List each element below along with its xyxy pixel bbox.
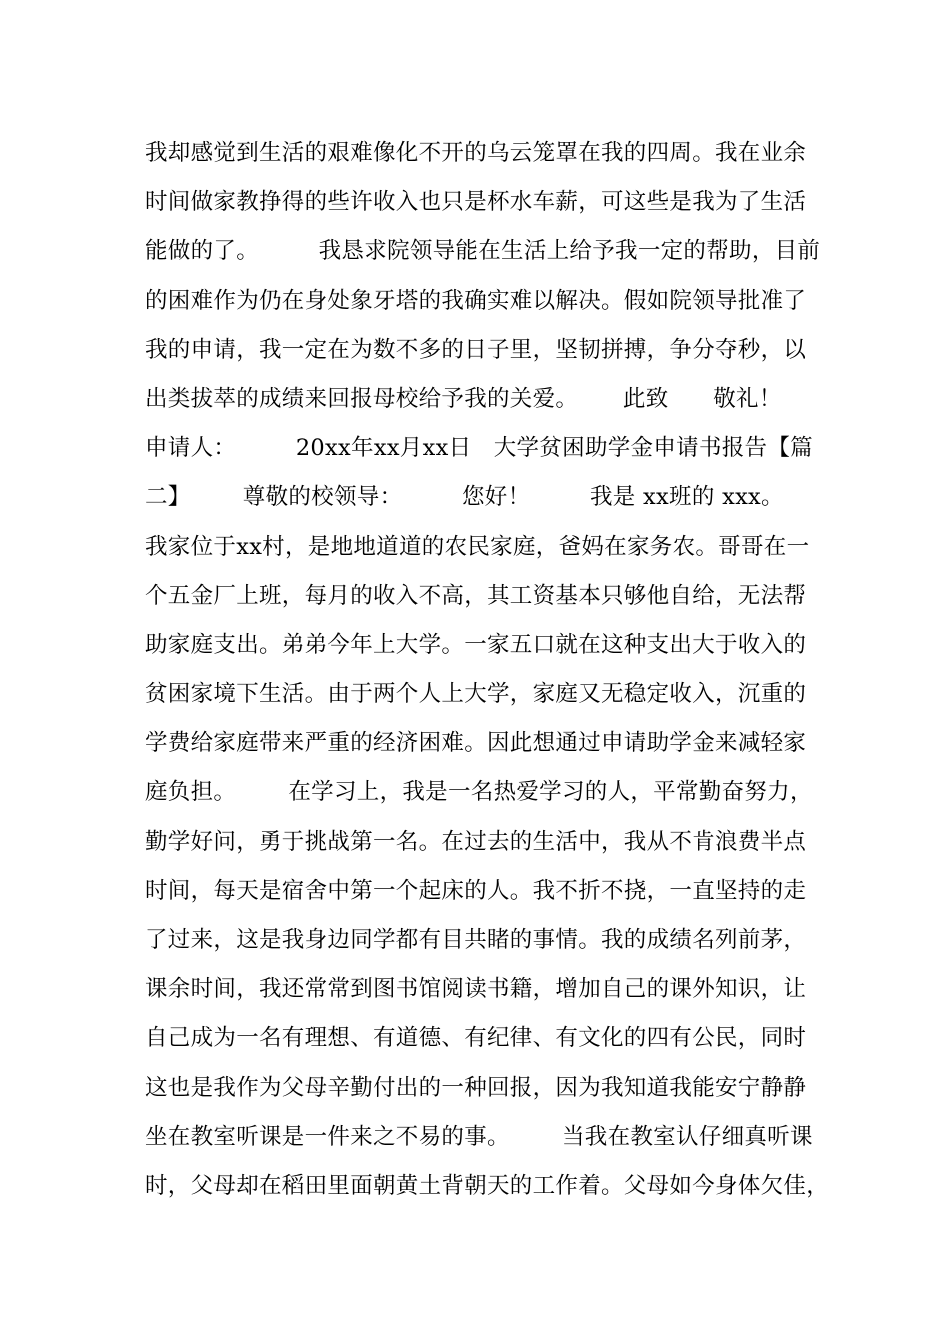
text-line: 这也是我作为父母辛勤付出的一种回报，因为我知道我能安宁静静 bbox=[145, 1074, 807, 1101]
text-line: 我的申请，我一定在为数不多的日子里，坚韧拼搏，争分夺秒，以 bbox=[145, 336, 807, 363]
text-line: 出类拔萃的成绩来回报母校给予我的关爱。 此致 敬礼！ bbox=[145, 385, 782, 412]
text-line: 时间，每天是宿舍中第一个起床的人。我不折不挠，一直坚持的走 bbox=[145, 877, 807, 904]
body-text bbox=[145, 129, 845, 1211]
text-line: 时间做家教挣得的些许收入也只是杯水车薪，可这些是我为了生活 bbox=[145, 189, 807, 216]
text-line: 个五金厂上班，每月的收入不高，其工资基本只够他自给，无法帮 bbox=[145, 582, 807, 609]
text-line: 我却感觉到生活的艰难像化不开的乌云笼罩在我的四周。我在业余 bbox=[145, 140, 807, 166]
text-line: 庭负担。 在学习上，我是一名热爱学习的人，平常勤奋努力， bbox=[145, 779, 813, 806]
text-line: 了过来，这是我身边同学都有目共睹的事情。我的成绩名列前茅， bbox=[145, 927, 807, 953]
text-line: 时，父母却在稻田里面朝黄土背朝天的工作着。父母如今身体欠佳， bbox=[145, 1172, 830, 1199]
text-line: 我家位于xx村，是地地道道的农民家庭，爸妈在家务农。哥哥在一 bbox=[145, 533, 810, 560]
text-line: 自己成为一名有理想、有道德、有纪律、有文化的四有公民，同时 bbox=[145, 1025, 807, 1052]
text-line: 贫困家境下生活。由于两个人上大学，家庭又无稳定收入，沉重的 bbox=[145, 681, 807, 708]
text-line: 助家庭支出。弟弟今年上大学。一家五口就在这种支出大于收入的 bbox=[145, 631, 807, 658]
text-line: 二】 尊敬的校领导： 您好！ 我是 xx班的 xxx。 bbox=[145, 484, 784, 511]
text-line: 申请人： 20xx年xx月xx日 大学贫困助学金申请书报告【篇 bbox=[145, 435, 813, 462]
text-line: 课余时间，我还常常到图书馆阅读书籍，增加自己的课外知识，让 bbox=[145, 976, 807, 1003]
text-line: 勤学好问，勇于挑战第一名。在过去的生活中，我从不肯浪费半点 bbox=[145, 828, 807, 855]
text-line: 能做的了。 我恳求院领导能在生活上给予我一定的帮助，目前 bbox=[145, 238, 821, 265]
text-line: 坐在教室听课是一件来之不易的事。 当我在教室认仔细真听课 bbox=[145, 1123, 813, 1150]
text-line: 的困难作为仍在身处象牙塔的我确实难以解决。假如院领导批准了 bbox=[145, 287, 807, 314]
text-line: 学费给家庭带来严重的经济困难。因此想通过申请助学金来减轻家 bbox=[145, 730, 807, 757]
